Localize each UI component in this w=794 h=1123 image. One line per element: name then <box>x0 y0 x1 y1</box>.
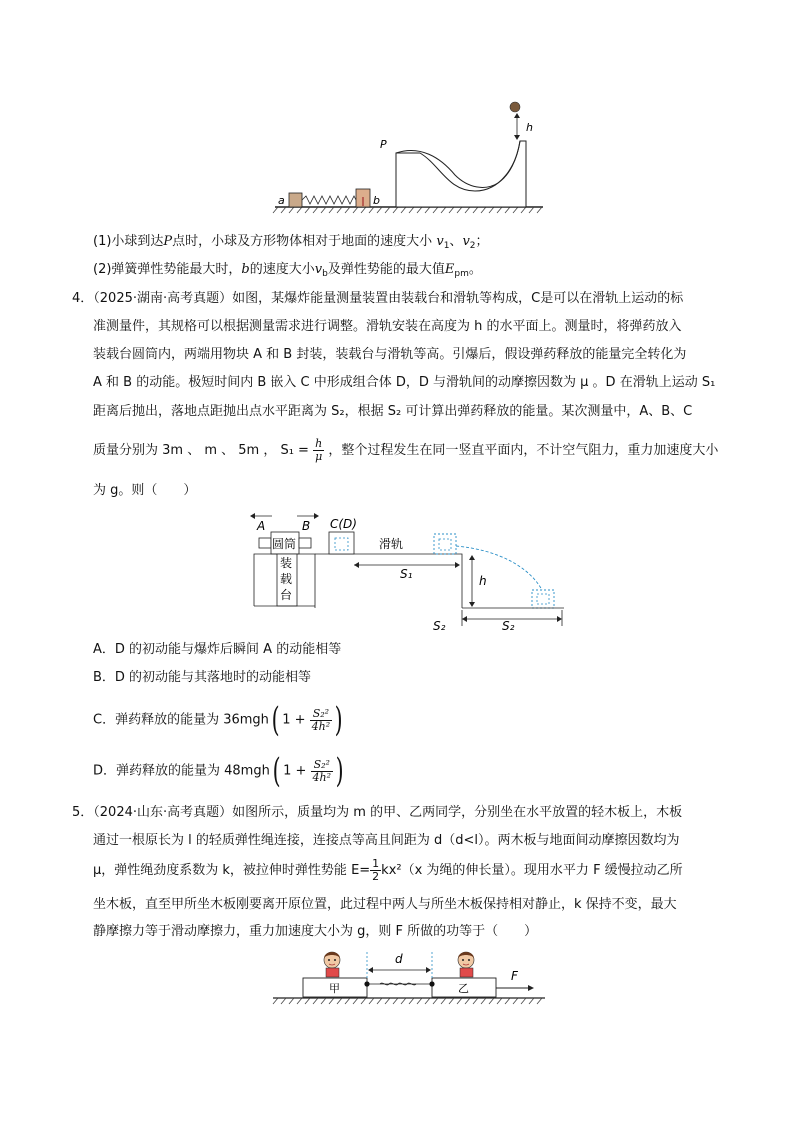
fraction-half: $\frac{1}{2}$ <box>372 857 380 883</box>
q3-sub2: (2)弹簧弹性势能最大时，b的速度大小$v_b$及弹性势能的最大值$E_{pm}$。 <box>93 262 482 279</box>
q4-line6: 质量分别为 3m 、 m 、 5m ， S₁ = $\frac{h}{\mu}$ ，整个过程发生在同一竖直平面内，不计空气阻力，重力加速度大小 <box>93 437 719 463</box>
ball <box>510 102 520 112</box>
q5-line3: μ，弹性绳劲度系数为 k，被拉伸时弹性势能 E= $\frac{1}{2}$ kx²（x 为绳的伸长量）。现用水平力 F 缓慢拉动乙所 <box>93 857 683 883</box>
option-a[interactable]: A．D 的初动能与爆炸后瞬间 A 的动能相等 <box>93 642 342 657</box>
person-yi-icon <box>458 952 474 977</box>
fraction-h-over-mu: $\frac{h}{\mu}$ <box>315 437 323 463</box>
q5-line4: 坐木板，直至甲所坐木板刚要离开原位置，此过程中两人与所坐木板保持相对静止，k 保持不变，最大 <box>93 897 677 912</box>
svg-text:乙: 乙 <box>458 982 469 995</box>
option-b[interactable]: B．D 的初动能与其落地时的动能相等 <box>93 670 312 685</box>
label-a: a <box>278 194 285 207</box>
question-source: （2024·山东·高考真题） <box>93 805 233 820</box>
svg-text:载: 载 <box>280 572 293 586</box>
svg-text:甲: 甲 <box>329 982 340 995</box>
block-a <box>289 193 302 207</box>
question-number: 4． <box>72 291 94 306</box>
q4-line1: 4．（2025·湖南·高考真题）如图，某爆炸能量测量装置由装载台和滑轨等构成，C是可以在滑轨上运动的标 <box>72 291 684 306</box>
person-jia-icon <box>324 952 340 977</box>
figure-explosion-apparatus <box>240 510 570 635</box>
label-s1: S₁ <box>400 567 413 581</box>
q5-line2: 通过一根原长为 l 的轻质弹性绳连接，连接点等高且间距为 d（d<l）。两木板与地面间动摩擦因数均为 <box>93 833 680 848</box>
label-B: B <box>302 519 311 533</box>
label-s2-left: S₂ <box>433 619 446 633</box>
label-d: d <box>395 952 403 966</box>
spring <box>302 196 356 204</box>
question-source: （2025·湖南·高考真题） <box>93 291 233 306</box>
q4-line3: 装载台圆筒内，两端用物块 A 和 B 封装，装载台与滑轨等高。引爆后，假设弹药释放的能量完全转化为 <box>93 347 687 362</box>
label-A: A <box>257 519 266 533</box>
q4-line7: 为 g。则（ ） <box>93 483 197 498</box>
label-F: F <box>511 969 518 983</box>
label-p: P <box>380 138 387 151</box>
q5-line5: 静摩擦力等于滑动摩擦力，重力加速度大小为 g，则 F 所做的功等于（ ） <box>93 924 538 939</box>
label-h: h <box>526 121 533 134</box>
q4-line5: 距离后抛出，落地点距抛出点水平距离为 S₂，根据 S₂ 可计算出弹药释放的能量。某次测量中，A、B、C <box>93 404 693 419</box>
block-CD <box>329 532 354 554</box>
rail-label: 滑轨 <box>379 537 404 551</box>
label-s2: S₂ <box>502 619 515 633</box>
option-d[interactable]: D．弹药释放的能量为 48mgh( 1 + $\frac{\text{S₂²}}{\text{4h²}}$ ) <box>93 751 344 791</box>
q4-line2: 准测量件，其规格可以根据测量需求进行调整。滑轨安装在高度为 h 的水平面上。测量时，将弹药放入 <box>93 319 682 334</box>
tube-label: 圆筒 <box>272 537 297 551</box>
svg-text:台: 台 <box>280 588 293 602</box>
question-number: 5． <box>72 805 94 820</box>
label-CD: C(D) <box>330 517 357 531</box>
figure-two-boards <box>270 946 550 1011</box>
figure-ball-track <box>270 95 550 215</box>
label-h2: h <box>479 574 487 588</box>
q3-sub1: (1)小球到达P点时，小球及方形物体相对于地面的速度大小 $v_1$、$v_2$； <box>93 234 489 251</box>
label-b: b <box>373 194 380 207</box>
q5-line1: 5．（2024·山东·高考真题）如图所示，质量均为 m 的甲、乙两同学，分别坐在水平放置的轻木板上，木板 <box>72 805 683 820</box>
option-c[interactable]: C．弹药释放的能量为 36mgh( 1 + $\frac{\text{S₂²}}{\text{4h²}}$ ) <box>93 700 343 740</box>
q4-line4: A 和 B 的动能。极短时间内 B 嵌入 C 中形成组合体 D，D 与滑轨间的动摩擦因数为 μ 。D 在滑轨上运动 S₁ <box>93 375 716 390</box>
trajectory <box>456 546 542 590</box>
svg-text:装: 装 <box>280 556 293 570</box>
